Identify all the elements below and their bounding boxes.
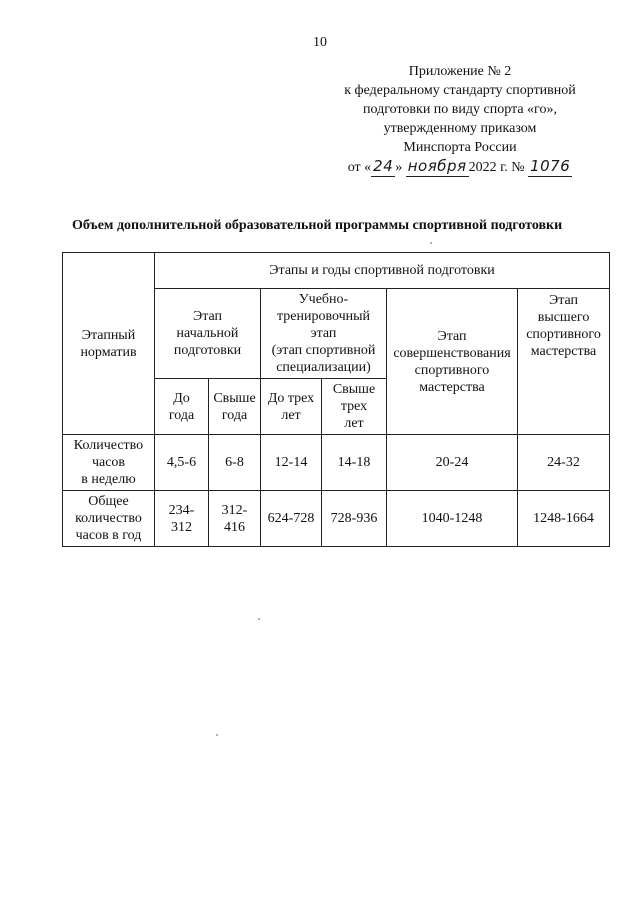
subheader-training-over: Свыше трех лет xyxy=(322,379,387,435)
order-line xyxy=(330,157,590,177)
order-month-handwritten: ноября xyxy=(407,157,467,175)
appendix-line: утвержденному приказом xyxy=(383,121,537,136)
table-cell: 12-14 xyxy=(261,435,322,491)
row-label: Количество часов в неделю xyxy=(63,435,155,491)
row-label: Общее количество часов в год xyxy=(63,491,155,547)
scan-speck xyxy=(258,618,260,620)
table-cell: 14-18 xyxy=(322,435,387,491)
order-year: 2022 г. № xyxy=(468,160,525,175)
order-number-handwritten: 1076 xyxy=(530,157,571,175)
scan-speck xyxy=(430,242,432,244)
subheader-initial-over: Свыше года xyxy=(209,379,261,435)
appendix-block xyxy=(330,62,590,177)
stage-higher-header: Этап высшего спортивного мастерства xyxy=(518,289,610,435)
scan-speck xyxy=(216,734,218,736)
table-row xyxy=(63,491,610,547)
order-mid: » xyxy=(395,160,403,175)
order-day-handwritten: 24 xyxy=(373,157,394,175)
stage-initial-header: Этап начальной подготовки xyxy=(155,289,261,379)
table-cell: 24-32 xyxy=(518,435,610,491)
appendix-line: Минспорта России xyxy=(403,140,517,155)
appendix-line: Приложение № 2 xyxy=(408,64,512,79)
stage-improvement-header: Этап совершенствования спортивного мастерства xyxy=(387,289,518,435)
stage-training-header: Учебно- тренировочный этап (этап спортивной специализации) xyxy=(261,289,387,379)
page-number: 10 xyxy=(313,35,327,50)
document-title: Объем дополнительной образовательной программы спортивной подготовки xyxy=(72,218,563,233)
table-cell: 312- 416 xyxy=(209,491,261,547)
table-cell: 234- 312 xyxy=(155,491,209,547)
subheader-initial-upto: До года xyxy=(155,379,209,435)
group-header-cell: Этапы и годы спортивной подготовки xyxy=(155,253,610,289)
table-cell: 1040-1248 xyxy=(387,491,518,547)
table-cell: 624-728 xyxy=(261,491,322,547)
appendix-line: подготовки по виду спорта «го», xyxy=(363,102,557,117)
appendix-line: к федеральному стандарту спортивной xyxy=(344,83,576,98)
table-cell: 4,5-6 xyxy=(155,435,209,491)
table-cell: 728-936 xyxy=(322,491,387,547)
table-header-row xyxy=(63,253,610,289)
table-row xyxy=(63,435,610,491)
table-cell: 6-8 xyxy=(209,435,261,491)
order-prefix: от « xyxy=(347,160,372,175)
table-cell: 1248-1664 xyxy=(518,491,610,547)
norm-header-cell: Этапный норматив xyxy=(63,253,155,435)
table-cell: 20-24 xyxy=(387,435,518,491)
program-volume-table xyxy=(62,252,610,547)
subheader-training-upto: До трех лет xyxy=(261,379,322,435)
